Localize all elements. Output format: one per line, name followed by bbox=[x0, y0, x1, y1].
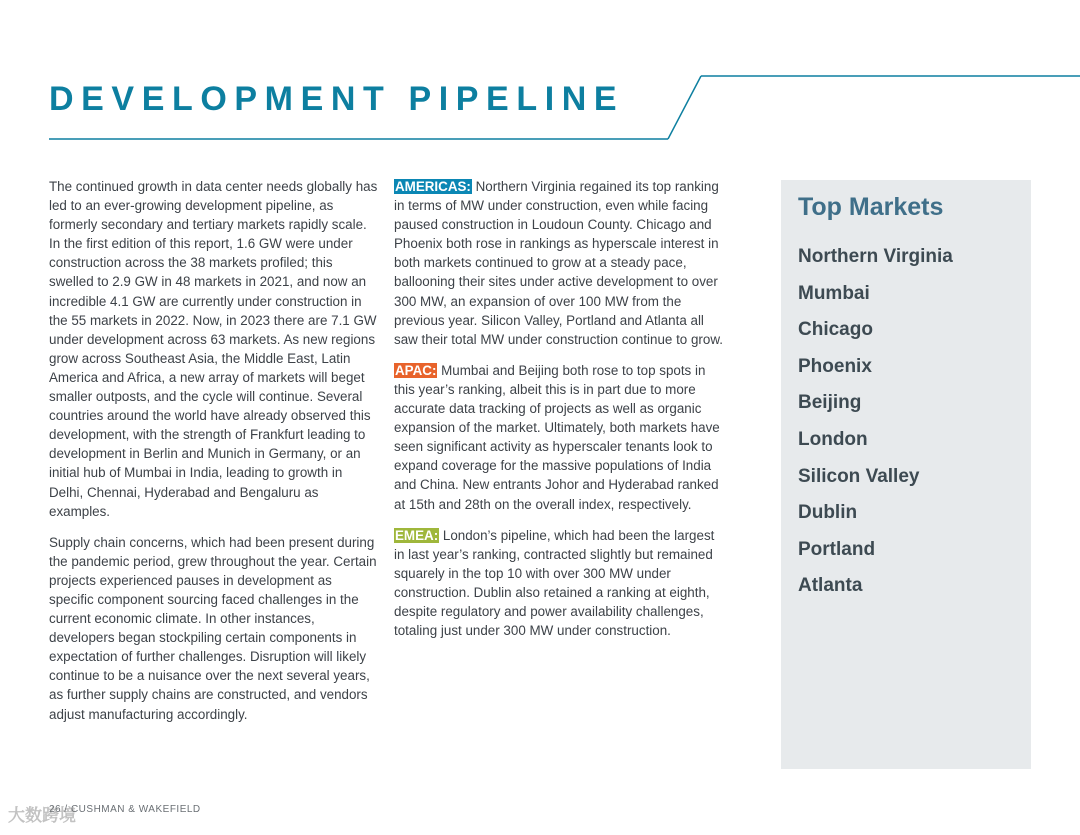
page-title: DEVELOPMENT PIPELINE bbox=[49, 80, 625, 118]
top-markets-title: Top Markets bbox=[798, 193, 944, 221]
intro-paragraph: The continued growth in data center needs globally has led to an ever-growing development pipeline, as formerly secondary and tertiary markets rapidly scale. In the first edition of this report, 1.6 GW were under construction across the 38 markets profiled; this swelled to 2.9 GW in 48 markets in 2021, and now an incredible 4.1 GW are currently under construction in the 55 markets in 2022. Now, in 2023 there are 7.1 GW under development across 63 markets. As new regions grow across Southeast Asia, the Middle East, Latin America and Africa, a new array of markets will beget smaller outposts, and the cycle will continue. Several countries around the world have already observed this development, with the strength of Frankfurt leading to development in Berlin and Munich in Germany, or an initial hub of Mumbai in India, leading to growth in Delhi, Chennai, Hyderabad and Bengaluru as examples. bbox=[49, 179, 378, 519]
emea-tag: EMEA: bbox=[395, 527, 439, 543]
page-footer: 26 / CUSHMAN & WAKEFIELD bbox=[49, 804, 201, 815]
middle-column bbox=[394, 177, 724, 652]
top-markets-panel bbox=[781, 180, 1031, 769]
market-item: Northern Virginia bbox=[798, 246, 953, 267]
americas-tag: AMERICAS: bbox=[395, 179, 471, 194]
apac-paragraph bbox=[394, 361, 724, 514]
top-markets-list bbox=[798, 243, 953, 609]
watermark: 大数跨境 bbox=[8, 806, 76, 825]
market-item: Chicago bbox=[798, 319, 873, 341]
market-item: Portland bbox=[798, 538, 876, 560]
market-item: Silicon Valley bbox=[798, 465, 920, 487]
market-item: Phoenix bbox=[798, 355, 872, 377]
apac-text: Mumbai and Beijing both rose to top spots in this year’s ranking, albeit this is in part due to more accurate data tracking of projects as well as organic expansion of the market. Ultimately, both markets have seen significant activity as hyperscaler tenants look to expand coverage for the massive populations of India and China. New entrants Johor and Hyderabad ranked at 15th and 28th on the overall index, respectively. bbox=[394, 362, 720, 512]
market-item: London bbox=[798, 428, 868, 450]
emea-text: London’s pipeline, which had been the largest in last year’s ranking, contracted slightly but remained squarely in the top 10 with over 300 MW under construction. Dublin also retained a ranking at eighth, despite regulatory and power availability challenges, totaling just under 300 MW under construction. bbox=[394, 527, 715, 639]
americas-paragraph bbox=[394, 177, 724, 349]
americas-text: Northern Virginia regained its top ranking in terms of MW under construction, even while facing paused construction in Loudoun County. Chicago and Phoenix both rose in rankings as hyperscale interest in both markets continued to grow at a steady pace, ballooning their sites under active development to over 300 MW, an expansion of over 100 MW from the previous year. Silicon Valley, Portland and Atlanta all saw their total MW under construction continue to grow. bbox=[394, 179, 723, 347]
header-rule-lines bbox=[0, 0, 1080, 150]
diagonal-accent-line bbox=[668, 76, 701, 139]
supply-chain-paragraph: Supply chain concerns, which had been present during the pandemic period, grew throughout the year. Certain projects experienced pauses in development as specific component sourcing faced challenges in the current economic climate. In other instances, developers began stockpiling certain components in expectation of further challenges. Disruption will likely continue to be a nuisance over the next several years, as further supply chains are constructed, and vendors adjust manufacturing accordingly. bbox=[49, 534, 377, 722]
market-item: Beijing bbox=[798, 392, 862, 414]
emea-paragraph bbox=[394, 526, 724, 641]
apac-tag: APAC: bbox=[395, 362, 437, 378]
market-item: Dublin bbox=[798, 502, 858, 524]
market-item: Atlanta bbox=[798, 575, 863, 597]
market-item: Mumbai bbox=[798, 282, 870, 304]
left-column bbox=[49, 177, 379, 736]
